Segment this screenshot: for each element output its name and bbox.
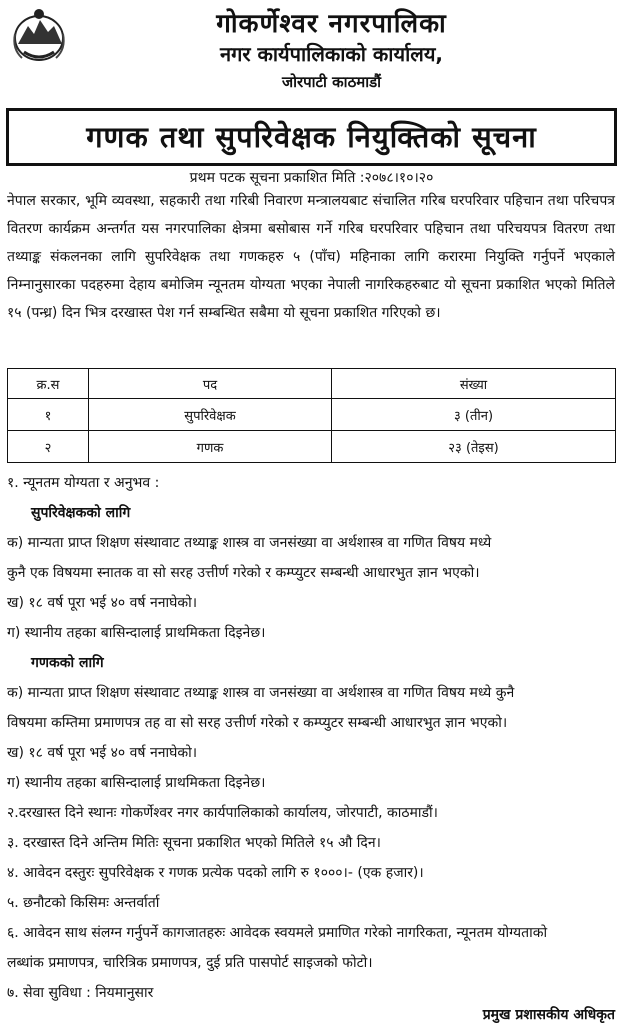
- notice-title: गणक तथा सुपरिवेक्षक नियुक्तिको सूचना: [6, 108, 617, 166]
- office-name: नगर कार्यपालिकाको कार्यालय,: [219, 42, 444, 66]
- requirements-body: [7, 468, 615, 1008]
- col-header-sn: क्र.स: [8, 369, 89, 399]
- org-name: गोकर्णेश्वर नगरपालिका: [216, 9, 447, 39]
- signature-title: प्रमुख प्रशासकीय अधिकृत: [482, 1007, 615, 1023]
- vacancy-table: [7, 368, 616, 463]
- supervisor-req-kha: ख) १८ वर्ष पूरा भई ४० वर्ष ननाघेको।: [7, 595, 198, 611]
- section-2: २.दरखास्त दिने स्थानः गोकर्णेश्वर नगर कार्यपालिकाको कार्यालय, जोरपाटी, काठमाडौं।: [7, 805, 438, 821]
- cell-sn: २: [8, 431, 89, 463]
- section-4: ४. आवेदन दस्तुरः सुपरिवेक्षक र गणक प्रत्येक पदको लागि रु १०००।- (एक हजार)।: [7, 865, 424, 881]
- supervisor-req-ga: ग) स्थानीय तहका बासिन्दालाई प्राथमिकता दिइनेछ।: [7, 625, 266, 641]
- section-6-line-2: लब्धांक प्रमाणपत्र, चारित्रिक प्रमाणपत्र, दुई प्रति पासपोर्ट साइजको फोटो।: [7, 955, 373, 971]
- enumerator-req-kha: ख) १८ वर्ष पूरा भई ४० वर्ष ननाघेको।: [7, 745, 198, 761]
- supervisor-heading: सुपरिवेक्षकको लागि: [31, 505, 131, 521]
- cell-post: सुपरिवेक्षक: [89, 399, 332, 431]
- section-6-line-1: ६. आवेदन साथ संलग्न गर्नुपर्ने कागजातहरुः आवेदक स्वयमले प्रमाणित गरेको नागरिकता, न्यूनतम योग्यताको: [7, 925, 548, 941]
- enumerator-req-ka-1: क) मान्यता प्राप्त शिक्षण संस्थावाट तथ्याङ्क शास्त्र वा जनसंख्या वा अर्थशास्त्र वा गणित विषय मध्ये कुनै: [7, 685, 515, 701]
- enumerator-req-ga: ग) स्थानीय तहका बासिन्दालाई प्राथमिकता दिइनेछ।: [7, 775, 266, 791]
- publication-date: प्रथम पटक सूचना प्रकाशित मिति :२०७८।१०।२०: [189, 170, 434, 186]
- supervisor-req-ka-1: क) मान्यता प्राप्त शिक्षण संस्थावाट तथ्याङ्क शास्त्र वा जनसंख्या वा अर्थशास्त्र वा गणित विषय मध्ये: [7, 535, 492, 551]
- section-7: ७. सेवा सुविधा : नियमानुसार: [7, 985, 154, 1001]
- section-3: ३. दरखास्त दिने अन्तिम मितिः सूचना प्रकाशित भएको मितिले १५ औ दिन।: [7, 835, 381, 851]
- supervisor-req-ka-2: कुनै एक विषयमा स्नातक वा सो सरह उत्तीर्ण गरेको र कम्प्युटर सम्बन्धी आधारभुत ज्ञान भएको।: [7, 565, 480, 581]
- cell-count: २३ (तेइस): [332, 431, 616, 463]
- cell-post: गणक: [89, 431, 332, 463]
- letterhead: [0, 0, 623, 100]
- table-row: [8, 431, 616, 463]
- table-header-row: [8, 369, 616, 399]
- enumerator-heading: गणकको लागि: [31, 655, 104, 671]
- cell-count: ३ (तीन): [332, 399, 616, 431]
- col-header-count: संख्या: [332, 369, 616, 399]
- col-header-post: पद: [89, 369, 332, 399]
- office-address: जोरपाटी काठमाडौं: [281, 73, 382, 91]
- table-row: [8, 399, 616, 431]
- section-5: ५. छनौटको किसिमः अन्तर्वार्ता: [7, 895, 160, 911]
- enumerator-req-ka-2: विषयमा कम्तिमा प्रमाणपत्र तह वा सो सरह उत्तीर्ण गरेको र कम्प्युटर सम्बन्धी आधारभुत ज्ञान भएको।: [7, 715, 508, 731]
- cell-sn: १: [8, 399, 89, 431]
- section-1-title: १. न्यूनतम योग्यता र अनुभव :: [7, 475, 160, 491]
- intro-paragraph: नेपाल सरकार, भूमि व्यवस्था, सहकारी तथा गरिबी निवारण मन्त्रालयबाट संचालित गरिब घरपरिवार पहिचान तथा परिचपत्र वितरण कार्यक्रम अन्तर्गत यस नगरपालिका क्षेत्रमा बसोबास गर्ने गरिब घरपरिवार पहिचान तथा परिचयपत्र वितरण तथा तथ्याङ्क संकलनका लागि सुपरिवेक्षक तथा गणकहरु ५ (पाँच) महिनाका लागि करारमा नियुक्ति गर्नुपर्ने भएकाले निम्नानुसारका पदहरुमा देहाय बमोजिम न्यूनतम योग्यता भएका नेपाली नागरिकहरुबाट यो सूचना प्रकाशित भएको मितिले १५ (पन्ध्र) दिन भित्र दरखास्त पेश गर्न सम्बन्धित सबैमा यो सूचना प्रकाशित गरिएको छ।: [7, 193, 615, 321]
